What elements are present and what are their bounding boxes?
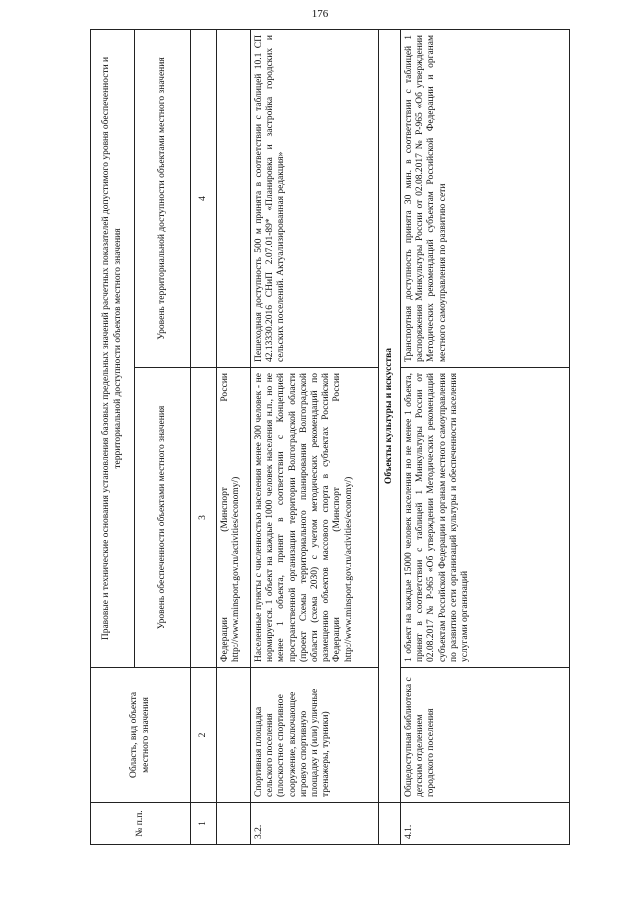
table-row-4-1 [401,30,570,845]
header-num: № п.п. [91,803,191,845]
section-row [379,30,401,845]
col-number-2: 2 [191,668,217,803]
header-group: Правовые и технические основания установления базовых предельных значений расчетных показателей допустимого уровня обеспеченности и территориальной доступности объектов местного значения [91,30,135,668]
row-3-2-accessibility: Пешеходная доступность 500 м принята в соответствии с таблицей 10.1 СП 42.13330.2016 СНиП 2.07.01-89* «Планировка и застройка городских и сельских поселений. Актуализированная редакция» [251,30,379,368]
col-number-3: 3 [191,368,217,668]
continuation-row [217,30,251,845]
section-num [379,803,401,845]
table-rotation-frame [90,30,570,845]
row-4-1-provision: 1 объект на каждые 15000 человек населения но не менее 1 объекта, принят в соответствии с таблицей 1 Минкультуры России от 02.08.2017 № Р-965 «Об утверждении Методических рекомендаций субъектам Российской Федерации и органам местного самоуправления по развитию сети организаций культуры и обеспеченности населения услугами организаций [401,368,570,668]
row-4-1-accessibility: Транспортная доступность принята 30 мин. в соответствии с таблицей 1 распоряжения Минкультуры России от 02.08.2017 № Р-965 «Об утверждении Методических рекомендаций субъектам Российской Федерации и органам местного самоуправления по развитию сети [401,30,570,368]
table-container [90,30,570,845]
cont-num [217,803,251,845]
norms-table [90,29,570,845]
cont-accessibility [217,30,251,368]
row-3-2-num: 3.2. [251,803,379,845]
header-row-1 [91,30,135,845]
col-number-4: 4 [191,30,217,368]
header-area: Область, вид объекта местного значения [91,668,191,803]
column-number-row [191,30,217,845]
section-title: Объекты культуры и искусства [379,30,401,803]
cont-provision: Федерации (Минспорт России http://www.minsport.gov.ru/activities/economy/) [217,368,251,668]
page-number: 176 [311,8,329,20]
col-number-1: 1 [191,803,217,845]
cont-area [217,668,251,803]
header-accessibility: Уровень территориальной доступности объектами местного значения [135,30,191,368]
row-3-2-provision: Населенные пункты с численностью населения менее 300 человек - не нормируется. 1 объект на каждые 1000 человек населения н.п., но не менее 1 объекта, принят в соответствии с Концепцией пространственной организации территории Волгоградской области (проект Схемы территориального планирования Волгоградской области (схема 2030) с учетом методических рекомендаций по размещению объектов массового спорта в субъектах Российской Федерации (Минспорт России http://www.minsport.gov.ru/activities/economy/) [251,368,379,668]
row-4-1-area: Общедоступная библиотека с детским отделением городского поселения [401,668,570,803]
table-row-3-2 [251,30,379,845]
header-provision: Уровень обеспеченности объектами местного значения [135,368,191,668]
row-3-2-area: Спортивная площадка сельского поселения (плоскостное спортивное сооружение, включающее игровую спортивную площадку и (или) уличные тренажеры, турники) [251,668,379,803]
row-4-1-num: 4.1. [401,803,570,845]
